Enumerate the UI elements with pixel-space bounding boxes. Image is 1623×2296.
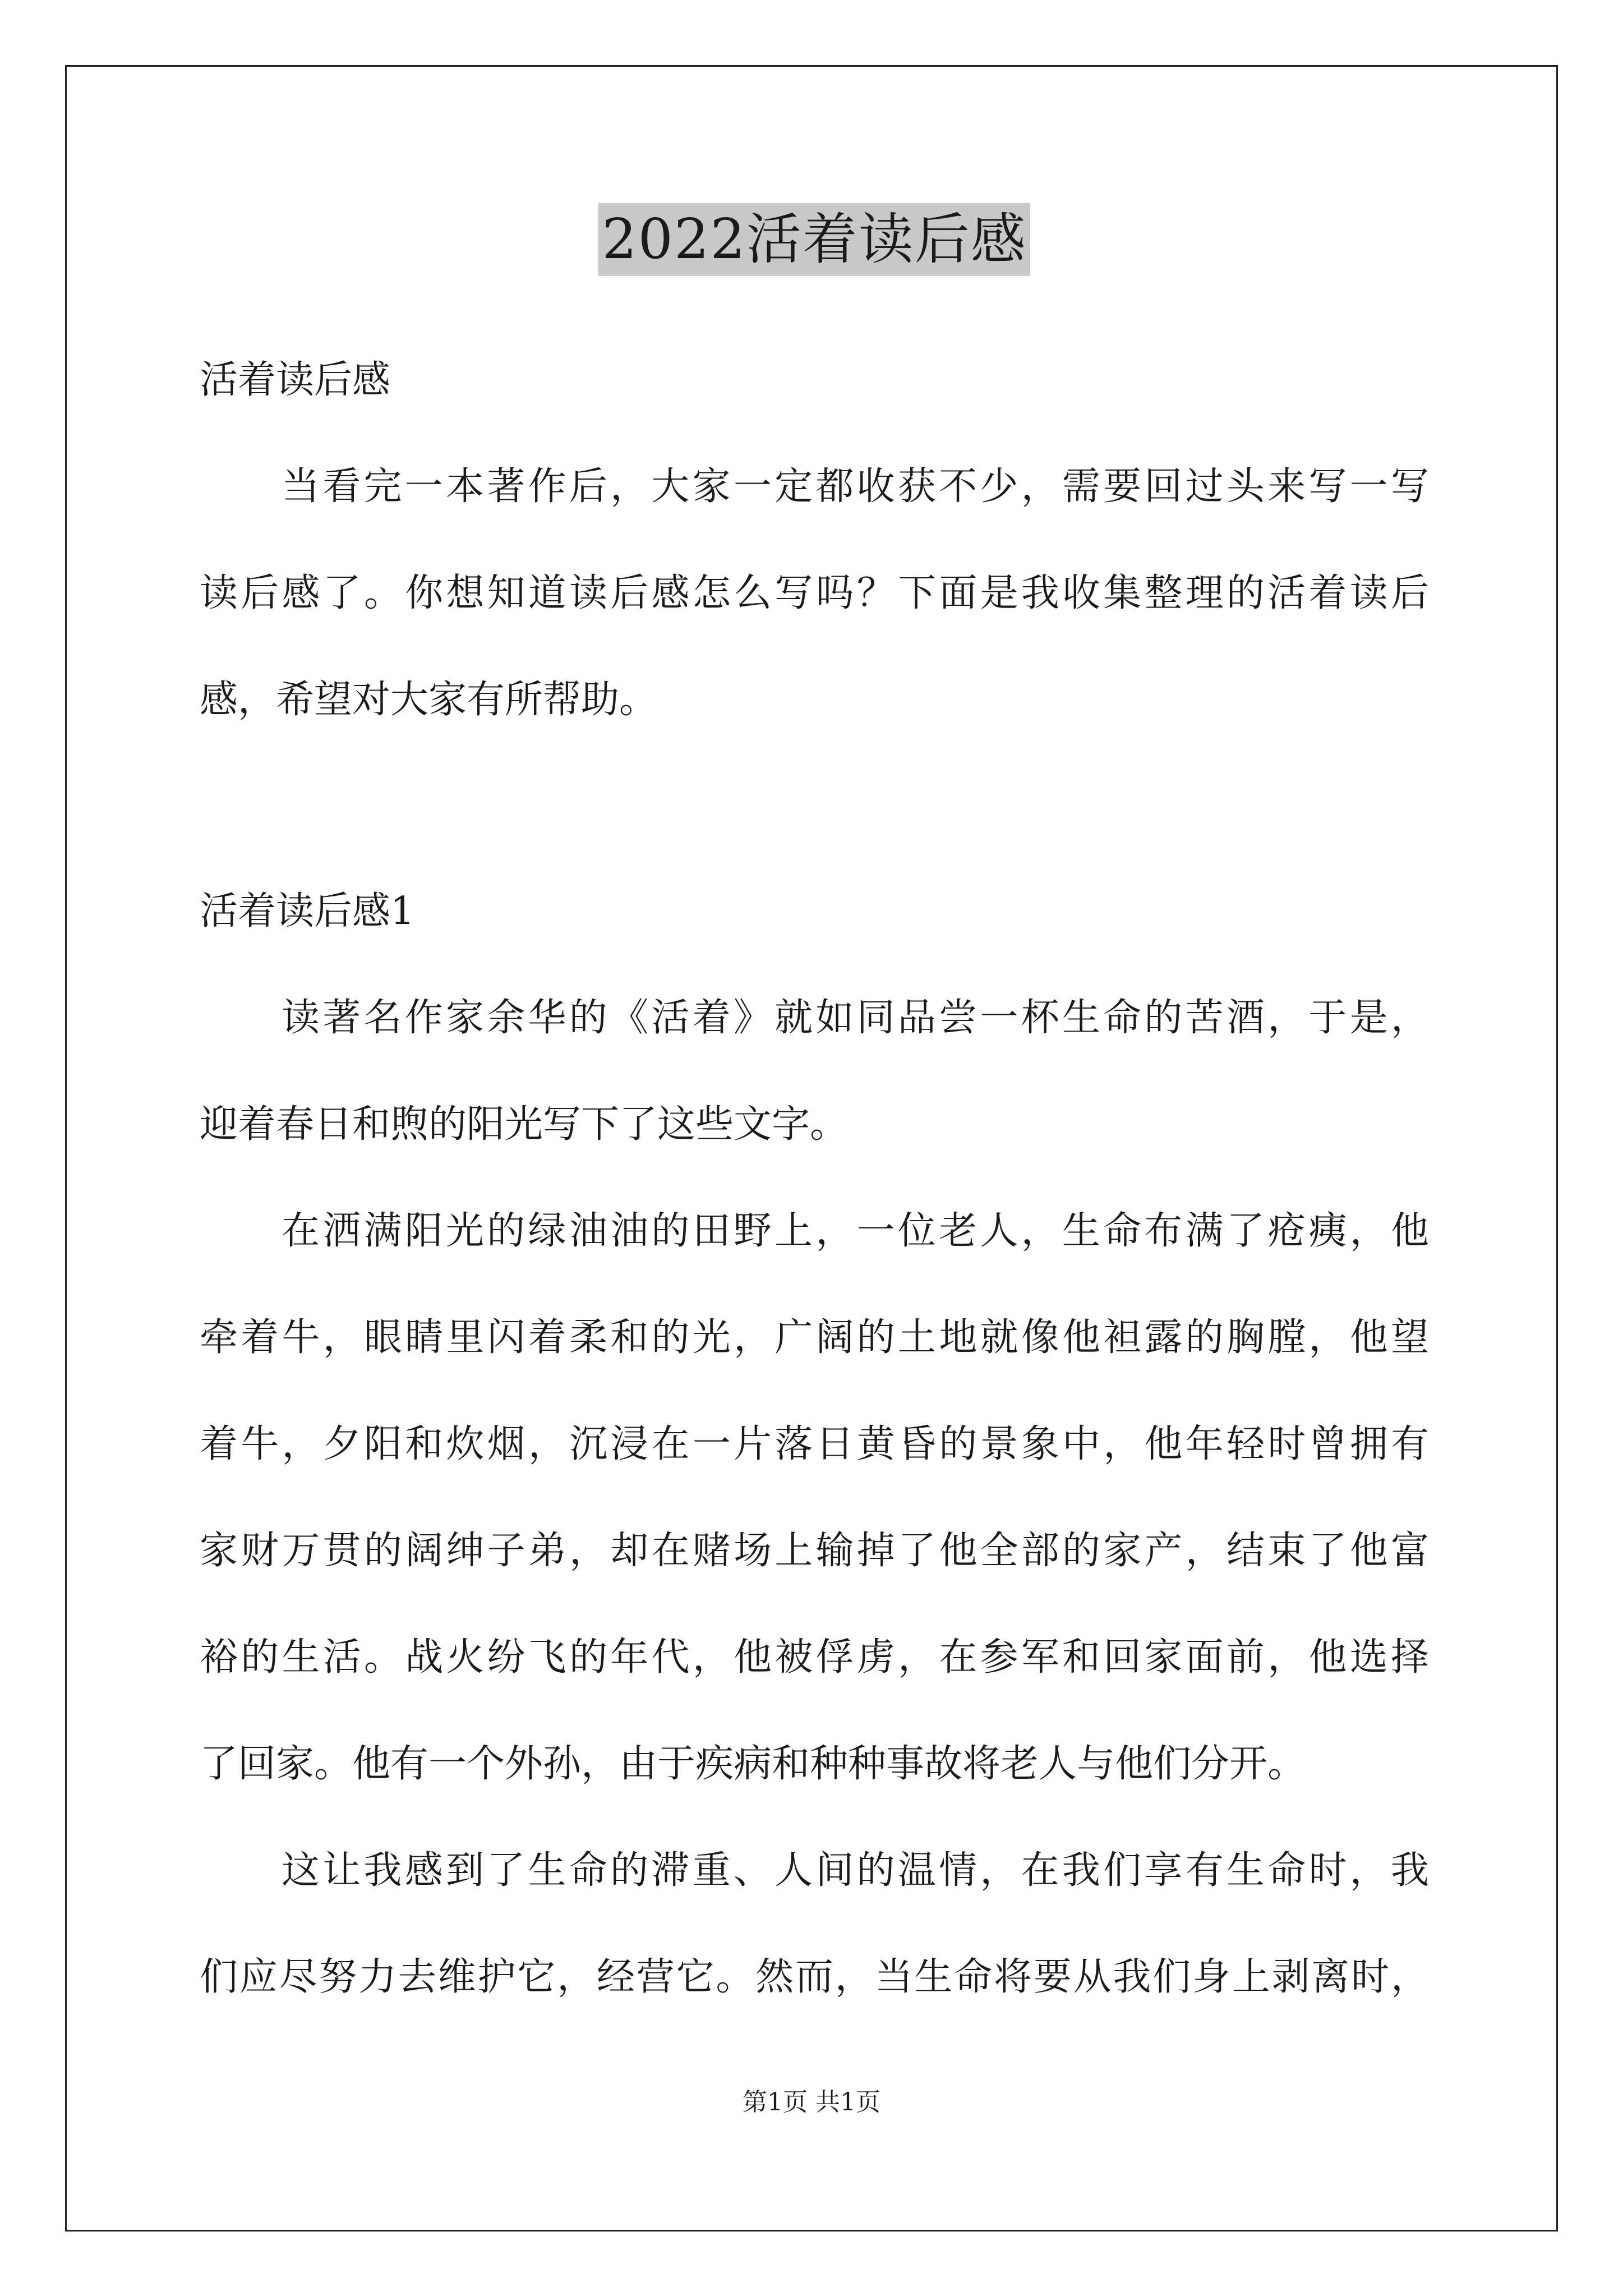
paragraph-line: 在洒满阳光的绿油油的田野上，一位老人，生命布满了疮痍，他: [282, 1209, 1429, 1253]
paragraph-line: 着牛，夕阳和炊烟，沉浸在一片落日黄昏的景象中，他年轻时曾拥有: [200, 1422, 1429, 1466]
document-title: 2022活着读后感: [598, 203, 1030, 276]
paragraph-line: 家财万贯的阔绅子弟，却在赌场上输掉了他全部的家产，结束了他富: [200, 1529, 1429, 1573]
section-heading: 活着读后感: [200, 358, 391, 402]
page-number-footer: 第1页 共1页: [743, 2088, 880, 2116]
paragraph-line: 裕的生活。战火纷飞的年代，他被俘虏，在参军和回家面前，他选择: [200, 1635, 1429, 1680]
section-heading: 活着读后感1: [200, 889, 415, 933]
paragraph-line: 迎着春日和煦的阳光写下了这些文字。: [200, 1102, 849, 1147]
paragraph-line: 这让我感到了生命的滞重、人间的温情，在我们享有生命时，我: [282, 1848, 1429, 1893]
paragraph-line: 感，希望对大家有所帮助。: [200, 678, 658, 722]
paragraph-line: 们应尽努力去维护它，经营它。然而，当生命将要从我们身上剥离时，: [200, 1955, 1429, 1999]
title-container: [200, 203, 1429, 276]
paragraph-line: 了回家。他有一个外孙，由于疾病和种种事故将老人与他们分开。: [200, 1742, 1306, 1786]
paragraph-line: 当看完一本著作后，大家一定都收获不少，需要回过头来写一写: [282, 464, 1429, 509]
paragraph-line: 牵着牛，眼睛里闪着柔和的光，广阔的土地就像他袒露的胸膛，他望: [200, 1315, 1429, 1360]
paragraph-line: 读后感了。你想知道读后感怎么写吗？下面是我收集整理的活着读后: [200, 571, 1429, 615]
paragraph-line: 读著名作家余华的《活着》就如同品尝一杯生命的苦酒，于是，: [282, 996, 1429, 1040]
